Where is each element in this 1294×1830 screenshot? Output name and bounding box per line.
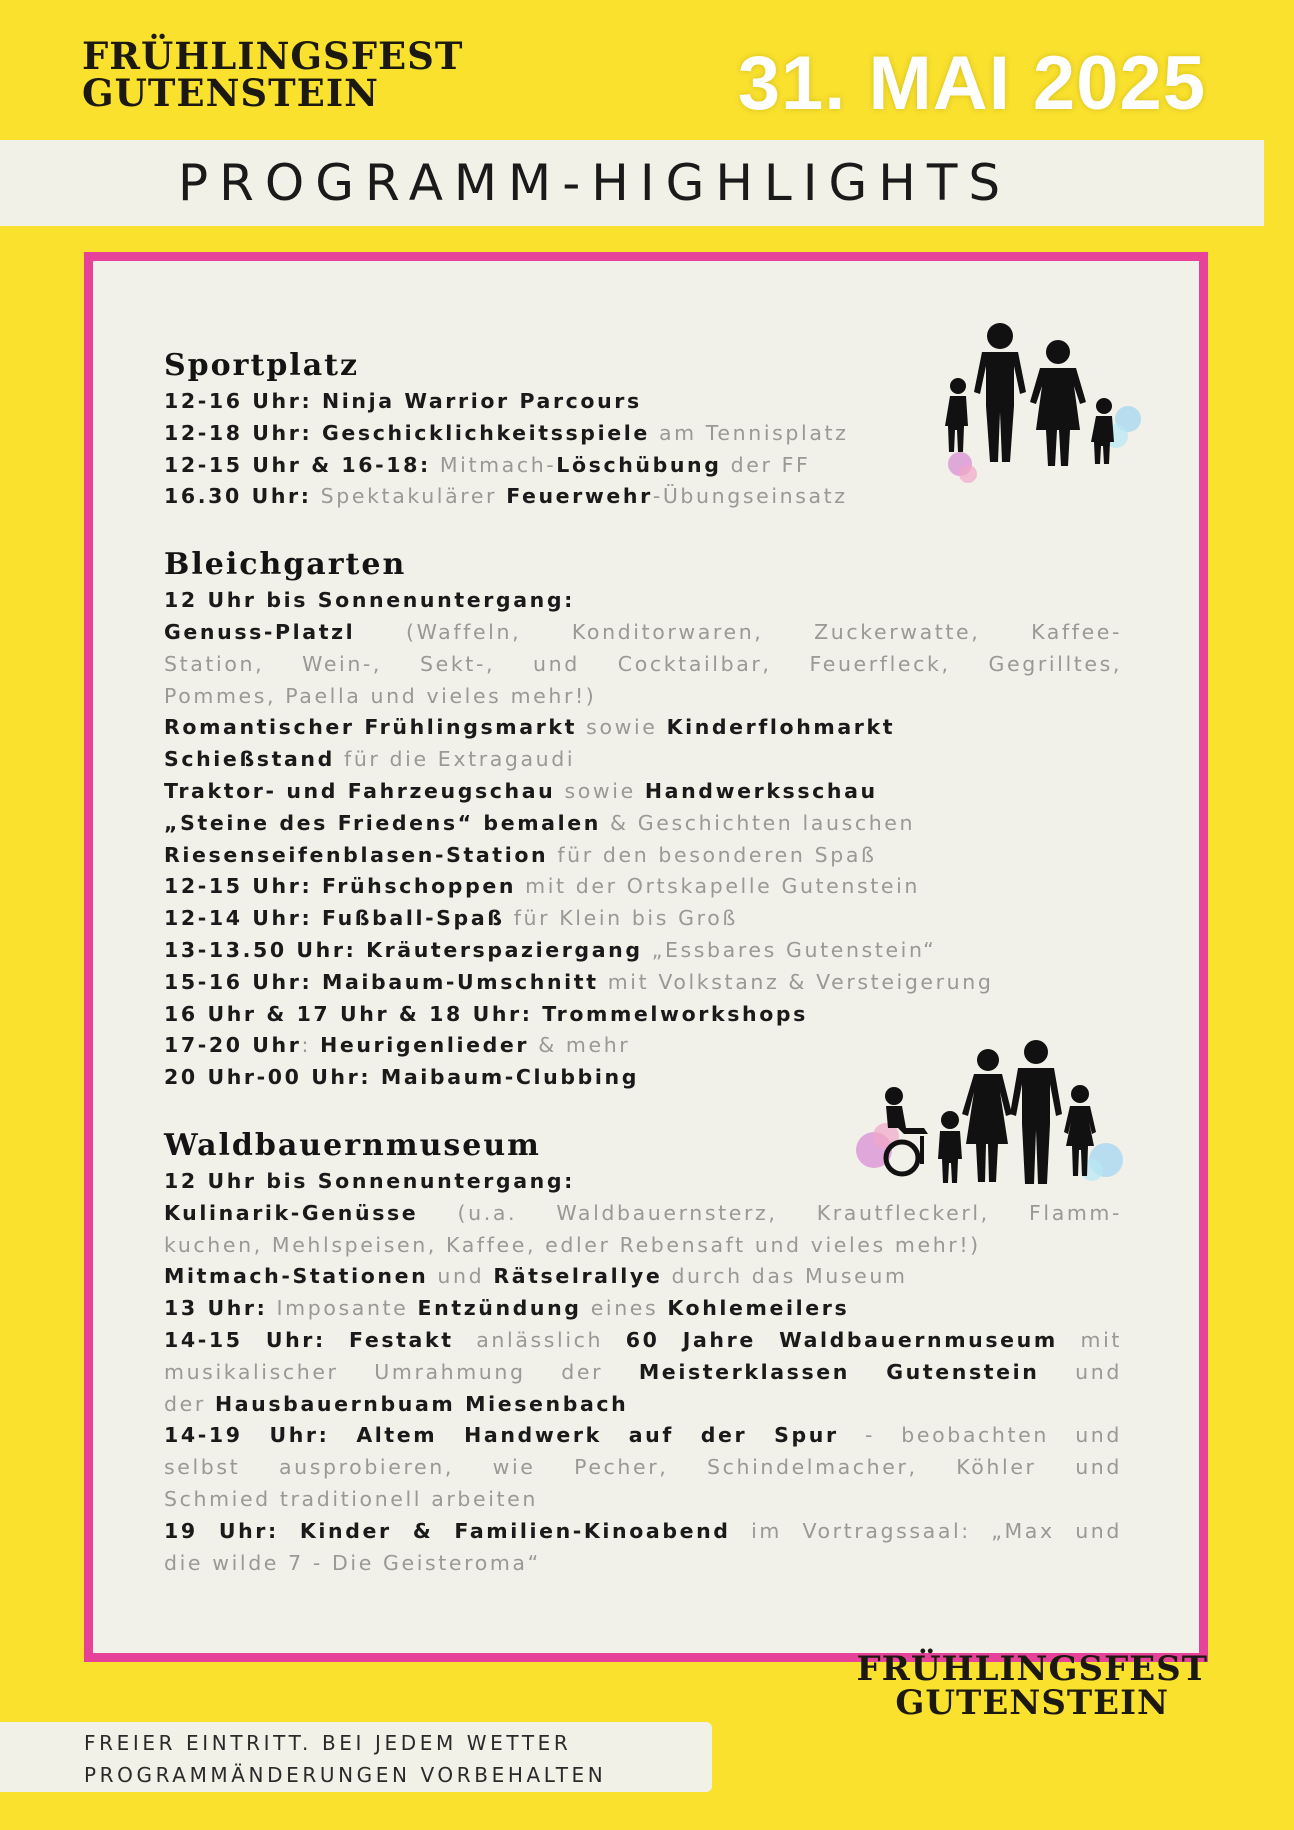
program-item xyxy=(164,585,1124,617)
program-item xyxy=(164,1062,1124,1094)
program-item xyxy=(164,1030,1124,1062)
program-item-highlight: Hausbauernbuam Miesenbach xyxy=(214,1391,629,1416)
program-item-highlight: 15-16 Uhr: Maibaum-Umschnitt xyxy=(164,969,599,994)
program-item-highlight: Kulinarik-Genüsse xyxy=(164,1200,419,1225)
program-item-highlight: Mitmach-Stationen xyxy=(164,1264,429,1289)
program-item-highlight: Kinderflohmarkt xyxy=(666,715,896,740)
program-item-detail: mit der Ortskapelle Gutenstein xyxy=(516,874,921,899)
program-item-detail: sowie xyxy=(555,778,645,803)
program-item-detail: durch das Museum xyxy=(662,1264,908,1289)
program-item-detail: Imposante xyxy=(267,1296,418,1321)
program-item xyxy=(164,935,1124,967)
program-item xyxy=(164,1293,1124,1325)
program-item xyxy=(164,1484,1124,1516)
program-item-detail: für den besonderen Spaß xyxy=(548,842,877,867)
program-item xyxy=(164,649,1122,681)
logo-line-1: FRÜHLINGSFEST xyxy=(82,34,464,78)
program-item-highlight: 12 Uhr bis Sonnenuntergang: xyxy=(164,1168,575,1193)
program-item-highlight: 12-14 Uhr: Fußball-Spaß xyxy=(164,906,505,931)
program-item xyxy=(164,450,1124,482)
program-item-highlight: Schießstand xyxy=(164,747,335,772)
program-item-detail: kuchen, Mehlspeisen, Kaffee, edler Rebensaft und vieles mehr!) xyxy=(164,1232,981,1257)
program-item xyxy=(164,967,1124,999)
program-item xyxy=(164,1166,1124,1198)
program-item-detail: sowie xyxy=(577,715,667,740)
section-lines-bleichgarten xyxy=(164,585,1124,1094)
program-item-highlight: 16.30 Uhr: xyxy=(164,484,312,509)
program-item xyxy=(164,744,1124,776)
program-item-detail: der xyxy=(164,1391,215,1416)
program-item-highlight: Meisterklassen Gutenstein xyxy=(638,1359,1040,1384)
program-item-detail: der FF xyxy=(721,452,811,477)
program-item-detail: am Tennisplatz xyxy=(649,420,849,445)
program-content xyxy=(164,346,1124,1579)
section-title-bleichgarten: Bleichgarten xyxy=(164,547,407,583)
program-item-highlight: Heurigenlieder xyxy=(320,1033,530,1058)
program-item-detail: Station, Wein-, Sekt-, und Cocktailbar, Feuerfleck, Gegrilltes, xyxy=(164,651,1122,676)
festival-logo-top xyxy=(82,34,464,115)
program-item-detail: Mitmach- xyxy=(430,452,557,477)
page-title: PROGRAMM-HIGHLIGHTS xyxy=(178,154,1012,212)
program-item xyxy=(164,1261,1124,1293)
program-item-detail: und xyxy=(1039,1359,1122,1384)
program-item xyxy=(164,1325,1122,1357)
section-lines-sportplatz xyxy=(164,386,1124,513)
program-item-highlight: Rätselrallye xyxy=(493,1264,663,1289)
footer-line-1: FREIER EINTRITT. BEI JEDEM WETTER xyxy=(84,1731,572,1755)
program-item-detail: & mehr xyxy=(529,1033,631,1058)
section-gap xyxy=(164,513,1124,545)
program-item xyxy=(164,1452,1122,1484)
program-item xyxy=(164,481,1124,513)
program-item xyxy=(164,1420,1122,1452)
program-item xyxy=(164,681,1124,713)
festival-logo-bottom xyxy=(856,1649,1208,1723)
program-item xyxy=(164,1389,1124,1421)
program-item-highlight: 12-18 Uhr: Geschicklichkeitsspiele xyxy=(164,420,650,445)
program-item xyxy=(164,386,1124,418)
program-item xyxy=(164,840,1124,872)
program-item-detail: - beobachten und xyxy=(838,1423,1122,1448)
program-item-detail: und xyxy=(428,1264,494,1289)
program-item-detail: die wilde 7 - Die Geisteroma“ xyxy=(164,1550,541,1575)
program-item-highlight: 12-16 Uhr: Ninja Warrior Parcours xyxy=(164,389,642,413)
footer-line-2: PROGRAMMÄNDERUNGEN VORBEHALTEN xyxy=(84,1763,607,1787)
program-item-detail: anlässlich xyxy=(453,1327,626,1352)
program-item-highlight: Löschübung xyxy=(556,452,722,477)
footer-notice xyxy=(84,1727,606,1791)
program-item-detail: mit xyxy=(1057,1327,1123,1352)
program-item-highlight: Riesenseifenblasen-Station xyxy=(164,842,549,867)
program-item-highlight: 20 Uhr-00 Uhr: Maibaum-Clubbing xyxy=(164,1065,640,1090)
program-item xyxy=(164,1357,1122,1389)
program-item-highlight: 12-15 Uhr & 16-18: xyxy=(164,452,431,477)
program-item-detail: (u.a. Waldbauernsterz, Krautfleckerl, Flamm- xyxy=(418,1200,1122,1225)
program-item-detail: (Waffeln, Konditorwaren, Zuckerwatte, Kaffee- xyxy=(355,619,1122,644)
program-item-highlight: 16 Uhr & 17 Uhr & 18 Uhr: Trommelworkshops xyxy=(164,1001,808,1026)
program-item-detail: & Geschichten lauschen xyxy=(600,810,916,835)
program-item xyxy=(164,712,1124,744)
program-item-highlight: „Steine des Friedens“ bemalen xyxy=(164,810,601,835)
event-date: 31. MAI 2025 xyxy=(737,41,1206,126)
program-item-highlight: 19 Uhr: Kinder & Familien-Kinoabend xyxy=(164,1518,731,1543)
program-item-detail: eines xyxy=(581,1296,668,1321)
program-item-highlight: 17-20 Uhr xyxy=(164,1033,302,1058)
program-item-detail: Pommes, Paella und vieles mehr!) xyxy=(164,683,597,708)
program-item xyxy=(164,1548,1124,1580)
program-item-detail: Schmied traditionell arbeiten xyxy=(164,1486,538,1511)
program-item-highlight: Genuss-Platzl xyxy=(164,619,356,644)
program-item-detail: „Essbares Gutenstein“ xyxy=(642,937,937,962)
program-item-highlight: Traktor- und Fahrzeugschau xyxy=(164,778,556,803)
logo-line-1: FRÜHLINGSFEST xyxy=(856,1649,1208,1689)
program-item xyxy=(164,776,1124,808)
program-item-detail: : xyxy=(301,1033,321,1058)
program-item-detail: Spektakulärer xyxy=(311,484,507,509)
program-item-detail: für die Extragaudi xyxy=(334,747,576,772)
program-item xyxy=(164,1230,1124,1262)
program-item xyxy=(164,903,1124,935)
program-item-highlight: 13-13.50 Uhr: Kräuterspaziergang xyxy=(164,937,643,962)
section-lines-waldbauernmuseum xyxy=(164,1166,1124,1579)
section-title-sportplatz: Sportplatz xyxy=(164,348,360,383)
program-item-highlight: Feuerwehr xyxy=(506,484,653,509)
section-gap xyxy=(164,1094,1124,1126)
program-item xyxy=(164,418,1124,450)
program-item-highlight: Handwerksschau xyxy=(644,778,878,803)
program-item xyxy=(164,999,1124,1031)
program-item-detail: im Vortragssaal: „Max und xyxy=(730,1518,1122,1543)
program-item xyxy=(164,1516,1122,1548)
program-item xyxy=(164,871,1124,903)
logo-line-2: GUTENSTEIN xyxy=(895,1683,1170,1723)
program-item-highlight: 14-19 Uhr: Altem Handwerk auf der Spur xyxy=(164,1423,839,1448)
program-item xyxy=(164,808,1124,840)
program-item-detail: mit Volkstanz & Versteigerung xyxy=(598,969,994,994)
program-item xyxy=(164,1198,1122,1230)
program-item-highlight: 14-15 Uhr: Festakt xyxy=(164,1327,454,1352)
program-item-detail: -Übungseinsatz xyxy=(652,484,848,509)
program-item-highlight: 12-15 Uhr: Frühschoppen xyxy=(164,874,517,899)
program-item-highlight: Kohlemeilers xyxy=(667,1296,850,1321)
program-item-detail: musikalischer Umrahmung der xyxy=(164,1359,639,1384)
program-item-detail: für Klein bis Groß xyxy=(504,906,738,931)
program-item-highlight: Entzündung xyxy=(417,1296,582,1321)
program-item-highlight: Romantischer Frühlingsmarkt xyxy=(164,715,578,740)
program-item-highlight: 12 Uhr bis Sonnenuntergang: xyxy=(164,588,575,613)
program-item xyxy=(164,617,1122,649)
section-title-waldbauernmuseum: Waldbauernmuseum xyxy=(164,1127,541,1163)
logo-line-2: GUTENSTEIN xyxy=(82,71,380,115)
program-item-detail: selbst ausprobieren, wie Pecher, Schindelmacher, Köhler und xyxy=(164,1455,1122,1480)
program-item-highlight: 13 Uhr: xyxy=(164,1296,268,1321)
program-item-highlight: 60 Jahre Waldbauernmuseum xyxy=(625,1327,1058,1352)
